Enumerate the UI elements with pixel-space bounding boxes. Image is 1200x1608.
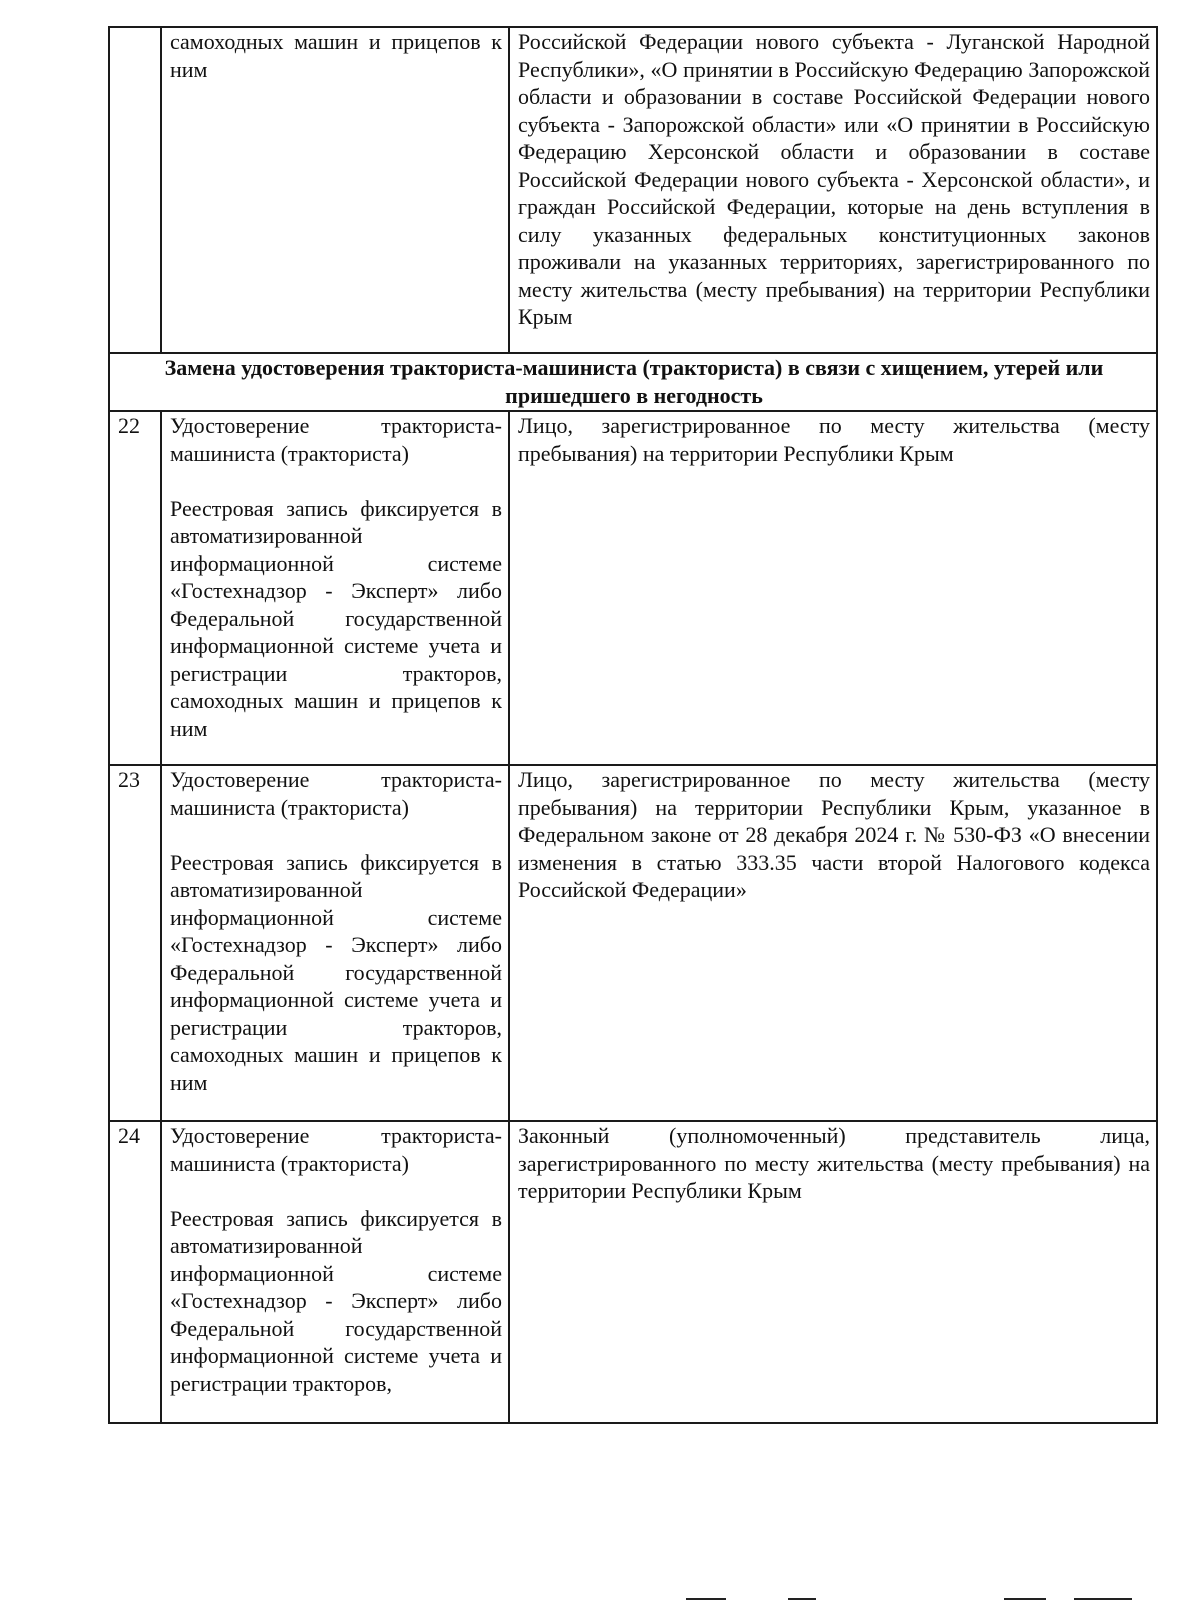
section-header-row [109,353,1157,411]
document-text: самоходных машин и прицепов к ним [170,29,502,82]
row-number: 24 [109,1121,161,1423]
document-cell [161,1121,509,1423]
row-number: 23 [109,765,161,1121]
document-title: Удостоверение тракториста-машиниста (тракториста) [170,767,502,820]
applicant-cell [509,1121,1157,1423]
applicant-cell [509,411,1157,765]
applicant-text: Законный (уполномоченный) представитель лица, зарегистрированного по месту жительства (месту пребывания) на территории Республики Крым [518,1123,1150,1203]
row-number-cell [109,27,161,353]
document-registry-note: Реестровая запись фиксируется в автоматизированной информационной системе «Гостехнадзор - Эксперт» либо Федеральной государственной информационной системе учета и регистрации тракторов, [170,1205,502,1396]
row-number: 22 [109,411,161,765]
document-title: Удостоверение тракториста-машиниста (тракториста) [170,1123,502,1176]
applicant-text: Лицо, зарегистрированное по месту жительства (месту пребывания) на территории Республики Крым, указанное в Федеральном законе от 28 декабря 2024 г. № 530-ФЗ «О внесении изменения в статью 333.35 части второй Налогового кодекса Российской Федерации» [518,767,1150,902]
scan-mark [788,1598,816,1600]
services-table [108,26,1158,1424]
scan-footer-marks [0,1590,1200,1608]
applicant-cell [509,27,1157,353]
document-registry-note: Реестровая запись фиксируется в автоматизированной информационной системе «Гостехнадзор - Эксперт» либо Федеральной государственной информационной системе учета и регистрации тракторов, самоходных машин и прицепов к ним [170,495,502,741]
applicant-text: Российской Федерации нового субъекта - Луганской Народной Республики», «О принятии в Российскую Федерацию Запорожской области и образовании в составе Российской Федерации нового субъекта - Запорожской области» или «О принятии в Российскую Федерацию Херсонской области и образовании в составе Российской Федерации нового субъекта - Херсонской области», и граждан Российской Федерации, которые на день вступления в силу указанных федеральных конституционных законов проживали на указанных территориях, зарегистрированного по месту жительства (месту пребывания) на территории Республики Крым [518,29,1150,329]
scan-mark [686,1598,726,1600]
table-row [109,411,1157,765]
scan-mark [1004,1598,1046,1600]
applicant-cell [509,765,1157,1121]
document-registry-note: Реестровая запись фиксируется в автоматизированной информационной системе «Гостехнадзор - Эксперт» либо Федеральной государственной информационной системе учета и регистрации тракторов, самоходных машин и прицепов к ним [170,849,502,1095]
table-row [109,1121,1157,1423]
document-title: Удостоверение тракториста-машиниста (тракториста) [170,413,502,466]
document-cell [161,411,509,765]
table-row-continuation [109,27,1157,353]
document-cell [161,765,509,1121]
section-title: Замена удостоверения тракториста-машиниста (тракториста) в связи с хищением, утерей или пришедшего в негодность [109,353,1157,411]
scan-mark [1074,1598,1132,1600]
applicant-text: Лицо, зарегистрированное по месту жительства (месту пребывания) на территории Республики Крым [518,413,1150,466]
table-row [109,765,1157,1121]
document-cell [161,27,509,353]
